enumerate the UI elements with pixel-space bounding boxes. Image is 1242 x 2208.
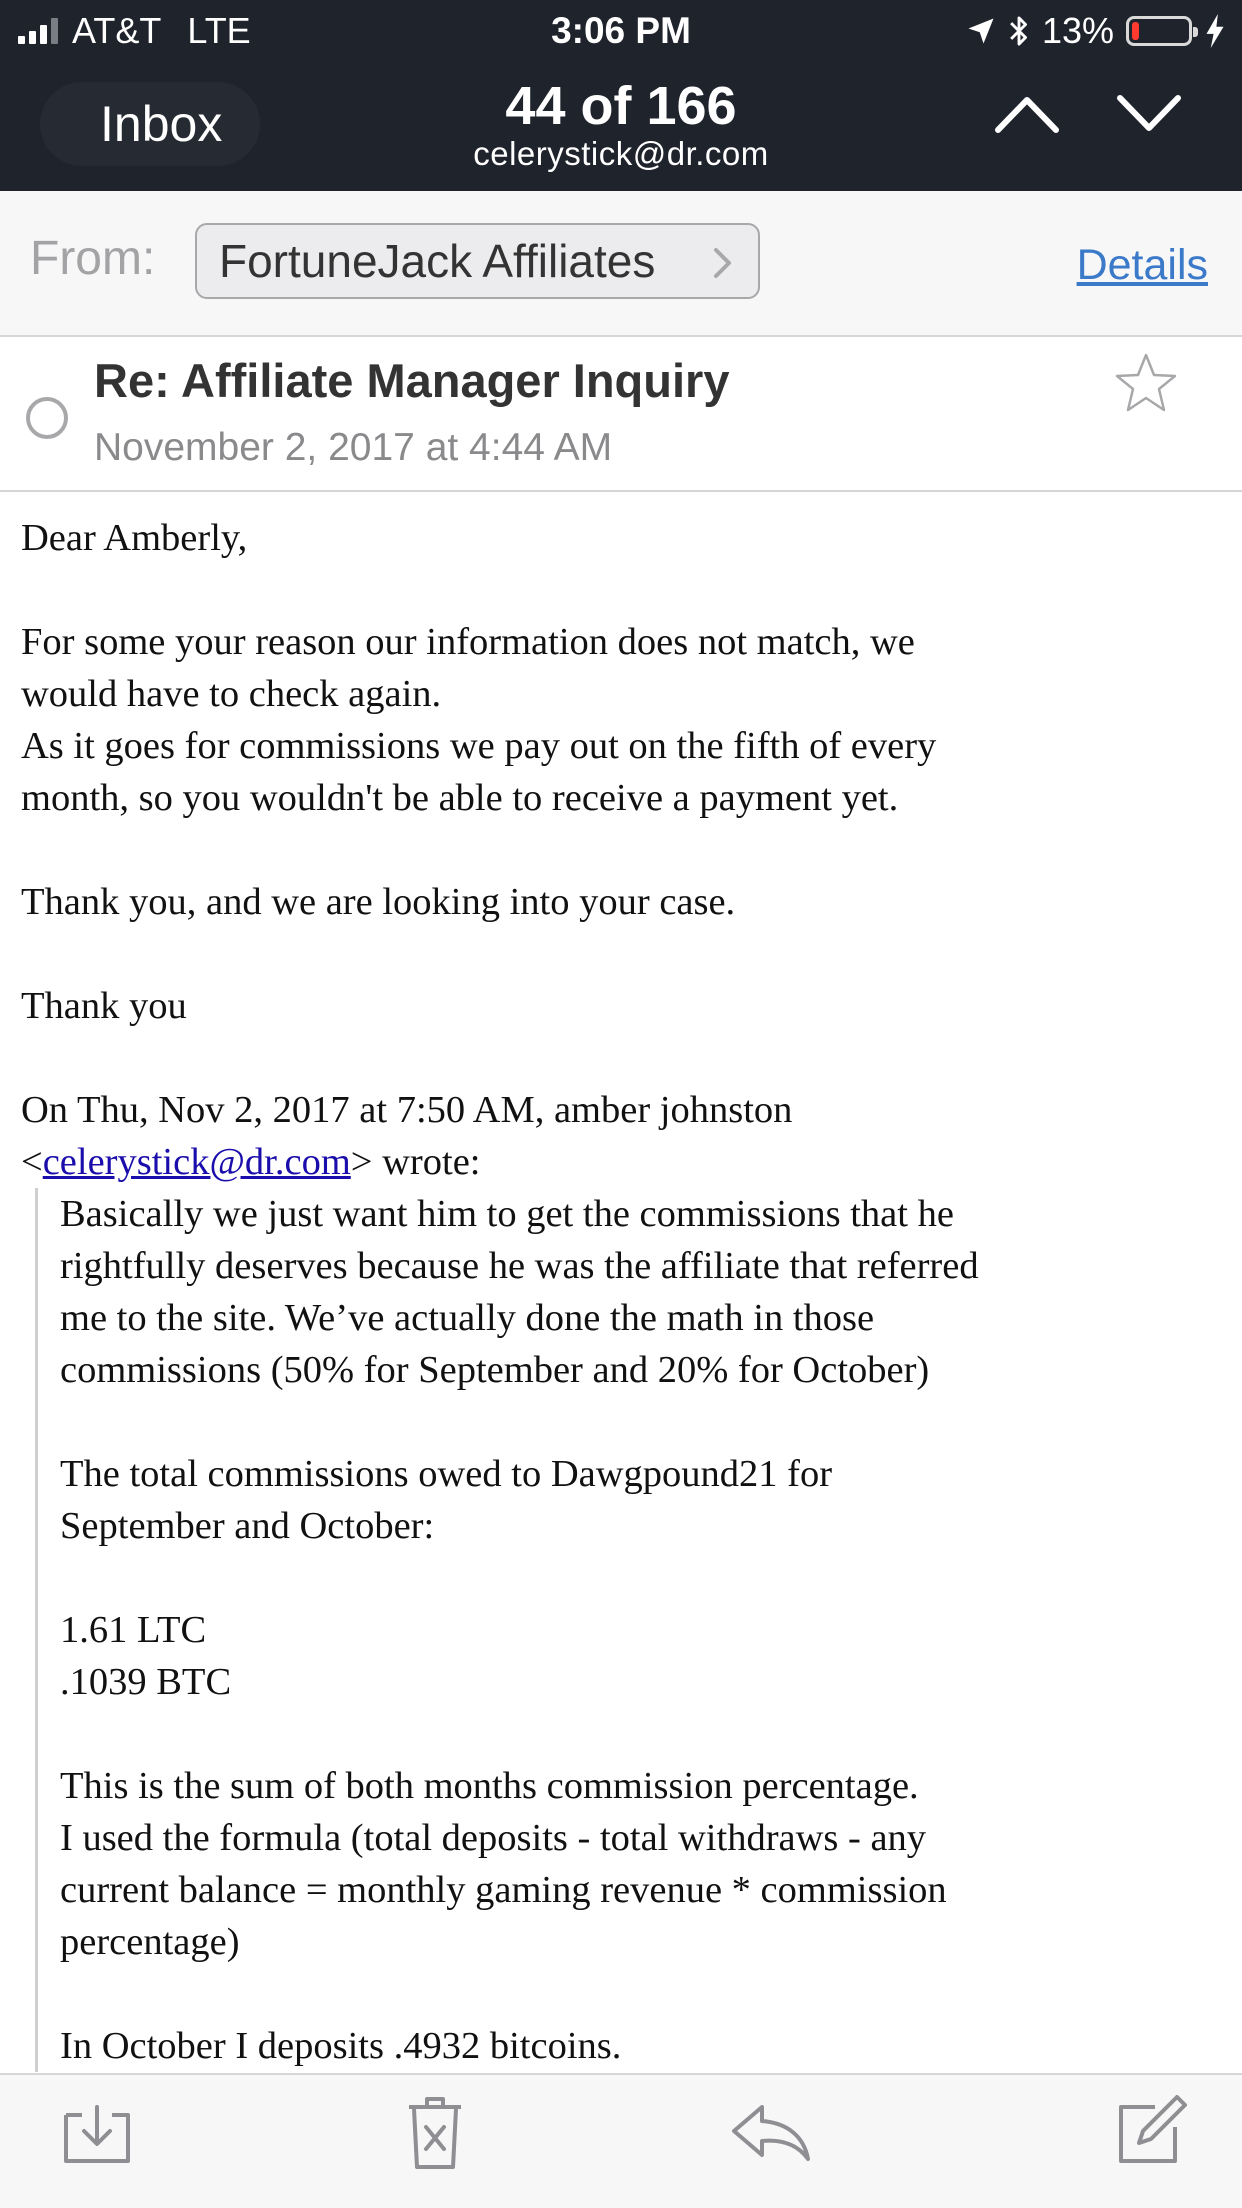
battery-percent: 13% [1041, 10, 1114, 51]
subject-row [0, 337, 1242, 492]
body-line: month, so you wouldn't be able to receive a payment yet. [21, 777, 899, 819]
next-message-icon[interactable] [1116, 92, 1182, 136]
move-to-folder-icon [62, 2101, 132, 2165]
star-flag-icon[interactable] [1114, 351, 1178, 415]
account-email: celerystick@dr.com [473, 135, 769, 172]
details-link[interactable]: Details [1076, 241, 1208, 289]
carrier-name: AT&T [72, 10, 162, 51]
quote-line: Basically we just want him to get the commissions that he [60, 1193, 954, 1235]
bluetooth-icon [1008, 14, 1030, 48]
delete-button[interactable] [405, 2095, 465, 2171]
message-position: 44 of 166 [505, 76, 737, 136]
quote-line: This is the sum of both months commission percentage. [60, 1765, 919, 1807]
chevron-right-icon [712, 247, 734, 279]
message-subject: Re: Affiliate Manager Inquiry [94, 354, 730, 407]
message-date: November 2, 2017 at 4:44 AM [94, 426, 613, 469]
from-label: From: [30, 232, 156, 285]
battery-icon [1126, 16, 1192, 46]
from-row [0, 191, 1242, 337]
quote-line: .1039 BTC [60, 1661, 232, 1703]
navigation-bar [0, 62, 1242, 191]
body-line: Dear Amberly, [21, 517, 248, 559]
quote-line: September and October: [60, 1505, 435, 1547]
quote-line: In October I deposits .4932 bitcoins. [60, 2025, 622, 2067]
attribution-close: > wrote: [350, 1141, 481, 1183]
sender-name: FortuneJack Affiliates [219, 235, 656, 287]
status-right [966, 10, 1226, 52]
status-bar [0, 0, 1242, 62]
compose-button[interactable] [1115, 2093, 1189, 2167]
top-bar [0, 0, 1242, 191]
bottom-toolbar [0, 2073, 1242, 2208]
body-line: would have to check again. [21, 673, 442, 715]
email-link[interactable]: celerystick@dr.com [42, 1141, 351, 1183]
compose-icon [1115, 2093, 1189, 2167]
body-line: Thank you, and we are looking into your case. [21, 881, 736, 923]
attribution-line: On Thu, Nov 2, 2017 at 7:50 AM, amber johnston [21, 1089, 793, 1131]
quote-line: The total commissions owed to Dawgpound21 for [60, 1453, 833, 1495]
reply-icon [730, 2103, 812, 2163]
quote-line: percentage) [60, 1921, 240, 1963]
reply-button[interactable] [730, 2103, 812, 2163]
move-button[interactable] [62, 2101, 132, 2165]
body-line: Thank you [21, 985, 187, 1027]
message-body [21, 512, 1221, 2072]
previous-message-icon[interactable] [994, 92, 1060, 136]
trash-icon [405, 2095, 465, 2171]
quote-line: me to the site. We’ve actually done the math in those [60, 1297, 875, 1339]
body-line: As it goes for commissions we pay out on the fifth of every [21, 725, 937, 767]
inbox-back-button[interactable]: Inbox [40, 82, 260, 166]
message-navigation [994, 92, 1182, 136]
unread-toggle-icon[interactable] [26, 397, 68, 439]
quote-line: current balance = monthly gaming revenue * commission [60, 1869, 947, 1911]
body-line: For some your reason our information does not match, we [21, 621, 915, 663]
network-type: LTE [187, 10, 251, 51]
attribution-line [21, 1136, 1221, 1188]
charging-bolt-icon [1204, 14, 1226, 48]
quoted-message [35, 1188, 1221, 2072]
sender-button[interactable] [195, 223, 760, 299]
battery-fill [1132, 22, 1139, 40]
quote-line: rightfully deserves because he was the affiliate that referred [60, 1245, 979, 1287]
attribution-open: < [21, 1141, 43, 1183]
location-icon [966, 16, 996, 46]
status-time: 3:06 PM [551, 10, 691, 51]
quote-line: 1.61 LTC [60, 1609, 207, 1651]
quote-line: commissions (50% for September and 20% for October) [60, 1349, 930, 1391]
quote-line: I used the formula (total deposits - total withdraws - any [60, 1817, 927, 1859]
